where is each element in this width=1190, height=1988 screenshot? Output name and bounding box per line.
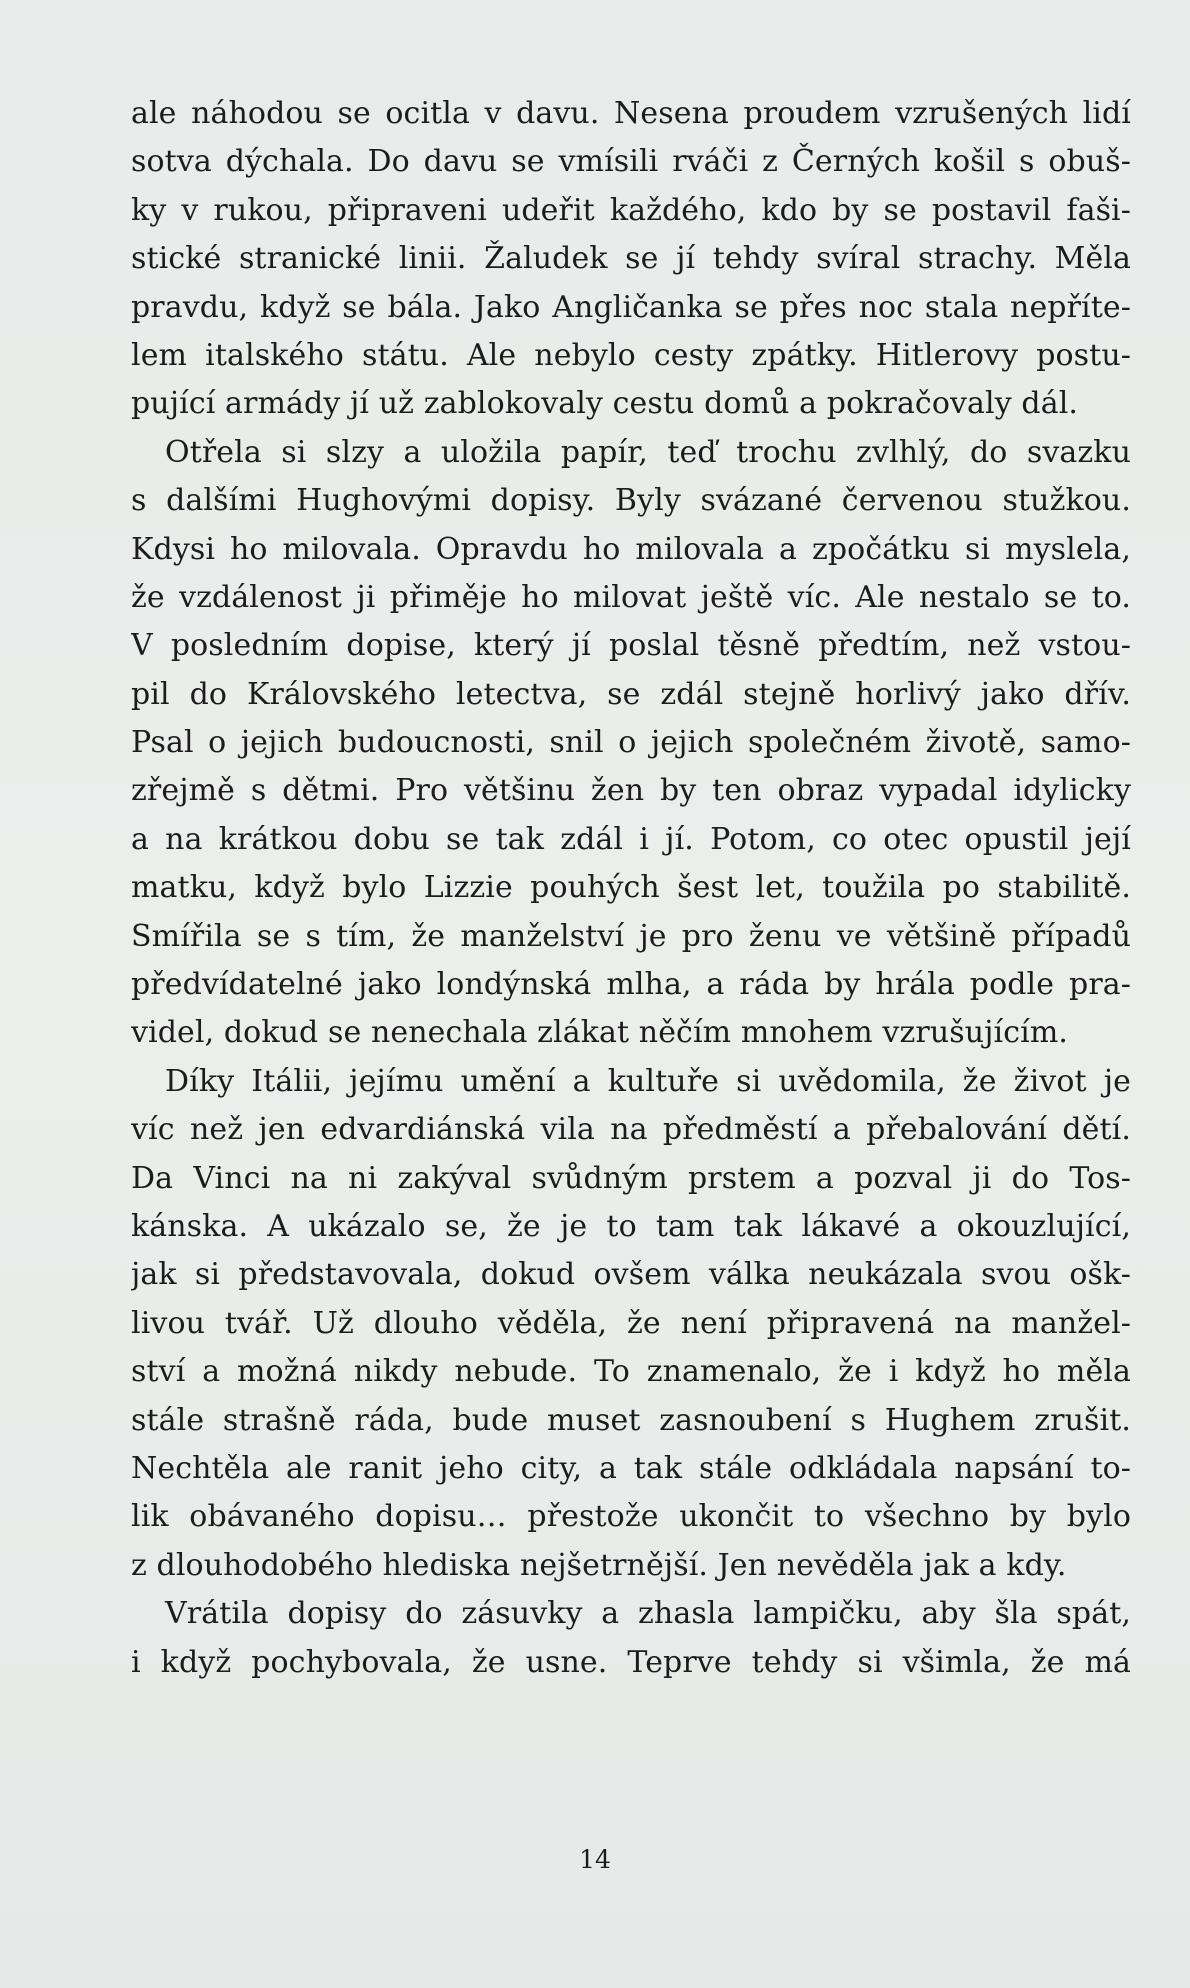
text-line: a na krátkou dobu se tak zdál i jí. Potom, co otec opustil její: [131, 821, 1131, 857]
page-number: 14: [579, 1845, 611, 1874]
text-line: Smířila se s tím, že manželství je pro ženu ve většině případů: [131, 918, 1131, 954]
text-line: že vzdálenost ji přiměje ho milovat ještě víc. Ale nestalo se to.: [131, 579, 1131, 615]
text-line: i když pochybovala, že usne. Teprve tehdy si všimla, že má: [131, 1644, 1131, 1680]
paragraph: [131, 1058, 1131, 1590]
text-line: Díky Itálii, jejímu umění a kultuře si uvědomila, že život je: [165, 1063, 1131, 1099]
text-line: kánska. A ukázalo se, že je to tam tak lákavé a okouzlující,: [131, 1208, 1131, 1244]
text-line: lik obávaného dopisu… přestože ukončit to všechno by bylo: [131, 1499, 1131, 1535]
text-line: z dlouhodobého hlediska nejšetrnější. Jen nevěděla jak a kdy.: [131, 1547, 1067, 1583]
text-line: Otřela si slzy a uložila papír, teď trochu zvlhlý, do svazku: [165, 434, 1131, 470]
paragraph: [131, 429, 1131, 1058]
paragraph: [131, 90, 1131, 429]
text-line: s dalšími Hughovými dopisy. Byly svázané červenou stužkou.: [131, 483, 1131, 519]
text-line: jak si představovala, dokud ovšem válka neukázala svou ošk-: [131, 1257, 1131, 1293]
text-line: víc než jen edvardiánská vila na předměstí a přebalování dětí.: [131, 1112, 1131, 1148]
text-line: Nechtěla ale ranit jeho city, a tak stále odkládala napsání to-: [131, 1450, 1131, 1486]
text-line: pil do Královského letectva, se zdál stejně horlivý jako dřív.: [131, 676, 1131, 712]
text-line: videl, dokud se nenechala zlákat něčím mnohem vzrušujícím.: [131, 1015, 1069, 1051]
text-line: pující armády jí už zablokovaly cestu domů a pokračovaly dál.: [131, 386, 1079, 422]
text-line: sotva dýchala. Do davu se vmísili rváči z Černých košil s obuš-: [131, 144, 1131, 180]
text-line: Kdysi ho milovala. Opravdu ho milovala a zpočátku si myslela,: [131, 531, 1131, 567]
text-line: livou tvář. Už dlouho věděla, že není připravená na manžel-: [131, 1305, 1131, 1341]
body-text: [131, 90, 1131, 1687]
text-line: Psal o jejich budoucnosti, snil o jejich společném životě, samo-: [131, 725, 1131, 761]
text-line: stické stranické linii. Žaludek se jí tehdy svíral strachy. Měla: [131, 241, 1131, 277]
text-line: ství a možná nikdy nebude. To znamenalo, že i když ho měla: [131, 1354, 1131, 1390]
text-line: stále strašně ráda, bude muset zasnoubení s Hughem zrušit.: [131, 1402, 1131, 1438]
text-line: ale náhodou se ocitla v davu. Nesena proudem vzrušených lidí: [131, 96, 1131, 131]
text-line: Vrátila dopisy do zásuvky a zhasla lampičku, aby šla spát,: [165, 1596, 1131, 1632]
text-line: matku, když bylo Lizzie pouhých šest let, toužila po stabilitě.: [131, 870, 1131, 906]
text-line: Da Vinci na ni zakýval svůdným prstem a pozval ji do Tos-: [131, 1160, 1131, 1196]
text-line: pravdu, když se bála. Jako Angličanka se přes noc stala nepříte-: [131, 289, 1131, 325]
paragraph: [131, 1590, 1131, 1687]
text-line: lem italského státu. Ale nebylo cesty zpátky. Hitlerovy postu-: [131, 337, 1131, 373]
text-line: předvídatelné jako londýnská mlha, a ráda by hrála podle pra-: [131, 967, 1131, 1003]
text-line: ky v rukou, připraveni udeřit každého, kdo by se postavil faši-: [131, 192, 1131, 228]
text-line: V posledním dopise, který jí poslal těsně předtím, než vstou-: [131, 628, 1131, 664]
text-line: zřejmě s dětmi. Pro většinu žen by ten obraz vypadal idylicky: [131, 773, 1131, 809]
